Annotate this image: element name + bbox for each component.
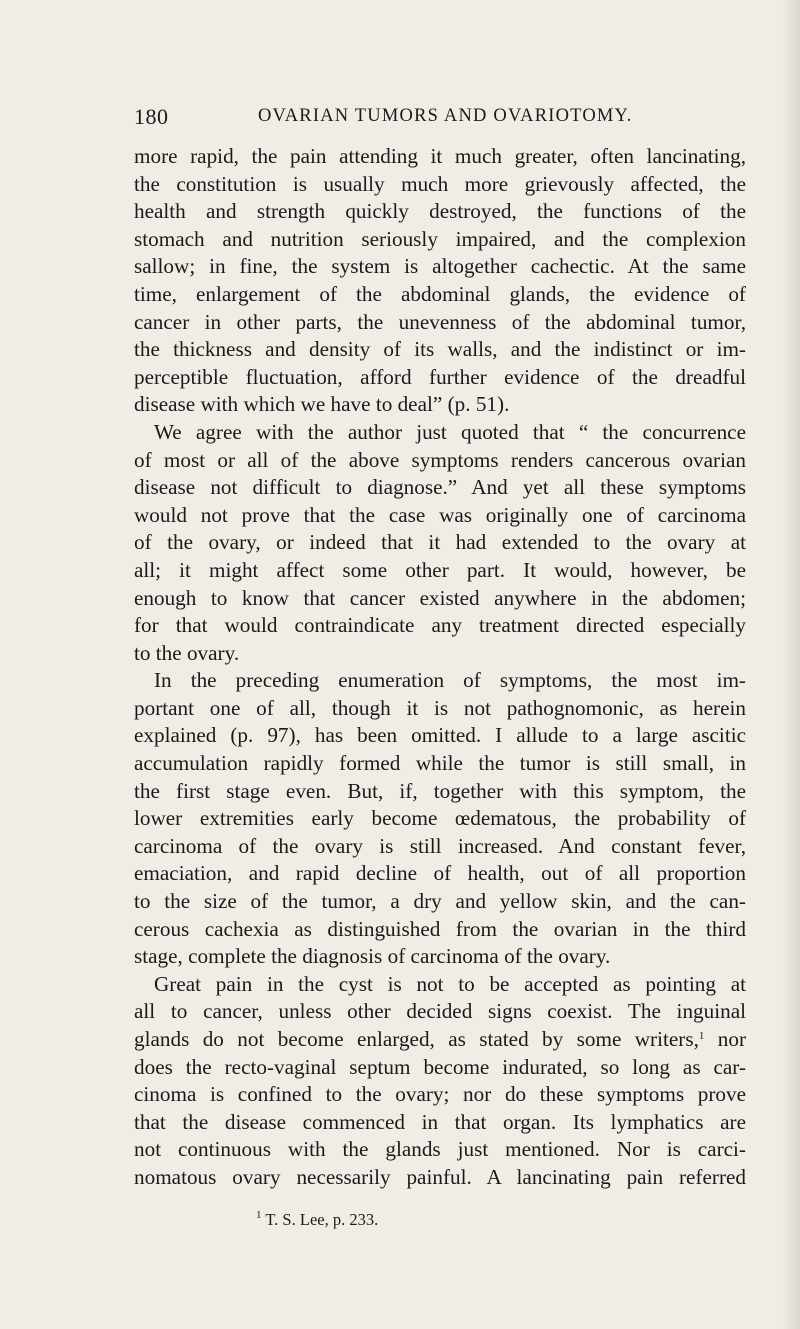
text-line: of the ovary, or indeed that it had extended to the ovary at [134, 530, 746, 555]
text-line: Great pain in the cyst is not to be accepted as pointing at [154, 971, 746, 996]
text-line-part: glands do not become enlarged, as stated by some writers, [134, 1027, 699, 1051]
text-line: would not prove that the case was originally one of carcinoma [134, 502, 746, 527]
text-line: disease not difficult to diagnose.” And yet all these symptoms [134, 475, 746, 500]
text-line: health and strength quickly destroyed, the functions of the [134, 199, 746, 224]
text-line: cerous cachexia as distinguished from the ovarian in the third [134, 916, 746, 941]
footnote [256, 1210, 378, 1230]
text-line: accumulation rapidly formed while the tumor is still small, in [134, 751, 746, 776]
text-line: lower extremities early become œdematous, the probability of [134, 806, 746, 831]
text-line: emaciation, and rapid decline of health, out of all proportion [134, 861, 746, 886]
text-line: the thickness and density of its walls, and the indistinct or im- [134, 337, 746, 362]
text-line: all; it might affect some other part. It would, however, be [134, 557, 746, 582]
text-line: enough to know that cancer existed anywhere in the abdomen; [134, 585, 746, 610]
text-line: does the recto-vaginal septum become indurated, so long as car- [134, 1054, 746, 1079]
text-line: more rapid, the pain attending it much greater, often lancinating, [134, 144, 746, 168]
text-line: In the preceding enumeration of symptoms, the most im- [154, 668, 746, 693]
text-line: perceptible fluctuation, afford further evidence of the dreadful [134, 364, 746, 389]
text-line: of most or all of the above symptoms renders cancerous ovarian [134, 447, 746, 472]
text-line: portant one of all, though it is not pathognomonic, as herein [134, 695, 746, 720]
text-line: explained (p. 97), has been omitted. I allude to a large ascitic [134, 723, 746, 748]
text-line: We agree with the author just quoted that “ the concurrence [154, 419, 746, 444]
text-line: carcinoma of the ovary is still increased. And constant fever, [134, 833, 746, 858]
text-line: not continuous with the glands just mentioned. Nor is carci- [134, 1137, 746, 1162]
footnote-marker: 1 [256, 1209, 262, 1221]
text-line-with-footnote-ref [134, 1026, 746, 1054]
text-line: time, enlargement of the abdominal glands, the evidence of [134, 281, 746, 306]
text-line: all to cancer, unless other decided signs coexist. The inguinal [134, 999, 746, 1024]
footnote-reference: 1 [698, 1030, 705, 1042]
page-header [134, 104, 746, 134]
text-line: cancer in other parts, the unevenness of the abdominal tumor, [134, 309, 746, 334]
text-line: the constitution is usually much more grievously affected, the [134, 171, 746, 196]
text-line: nomatous ovary necessarily painful. A lancinating pain referred [134, 1164, 746, 1189]
footnote-text: T. S. Lee, p. 233. [265, 1210, 379, 1229]
text-line: the first stage even. But, if, together with this symptom, the [134, 778, 746, 803]
text-line: sallow; in fine, the system is altogether cachectic. At the same [134, 254, 746, 279]
text-line: to the ovary. [134, 640, 240, 665]
text-line: cinoma is confined to the ovary; nor do these symptoms prove [134, 1082, 746, 1107]
text-line: for that would contraindicate any treatment directed especially [134, 613, 746, 638]
page-number: 180 [134, 104, 169, 129]
text-line: that the disease commenced in that organ. Its lymphatics are [134, 1109, 746, 1134]
text-line-part: nor [704, 1027, 747, 1051]
body-text [134, 143, 746, 1192]
running-head: OVARIAN TUMORS AND OVARIOTOMY. [258, 106, 633, 126]
text-line: stage, complete the diagnosis of carcinoma of the ovary. [134, 944, 611, 969]
text-line: stomach and nutrition seriously impaired, and the complexion [134, 226, 746, 251]
text-line: to the size of the tumor, a dry and yellow skin, and the can- [134, 889, 746, 914]
text-line: disease with which we have to deal” (p. 51). [134, 392, 510, 417]
page-edge-shadow [782, 0, 800, 1329]
